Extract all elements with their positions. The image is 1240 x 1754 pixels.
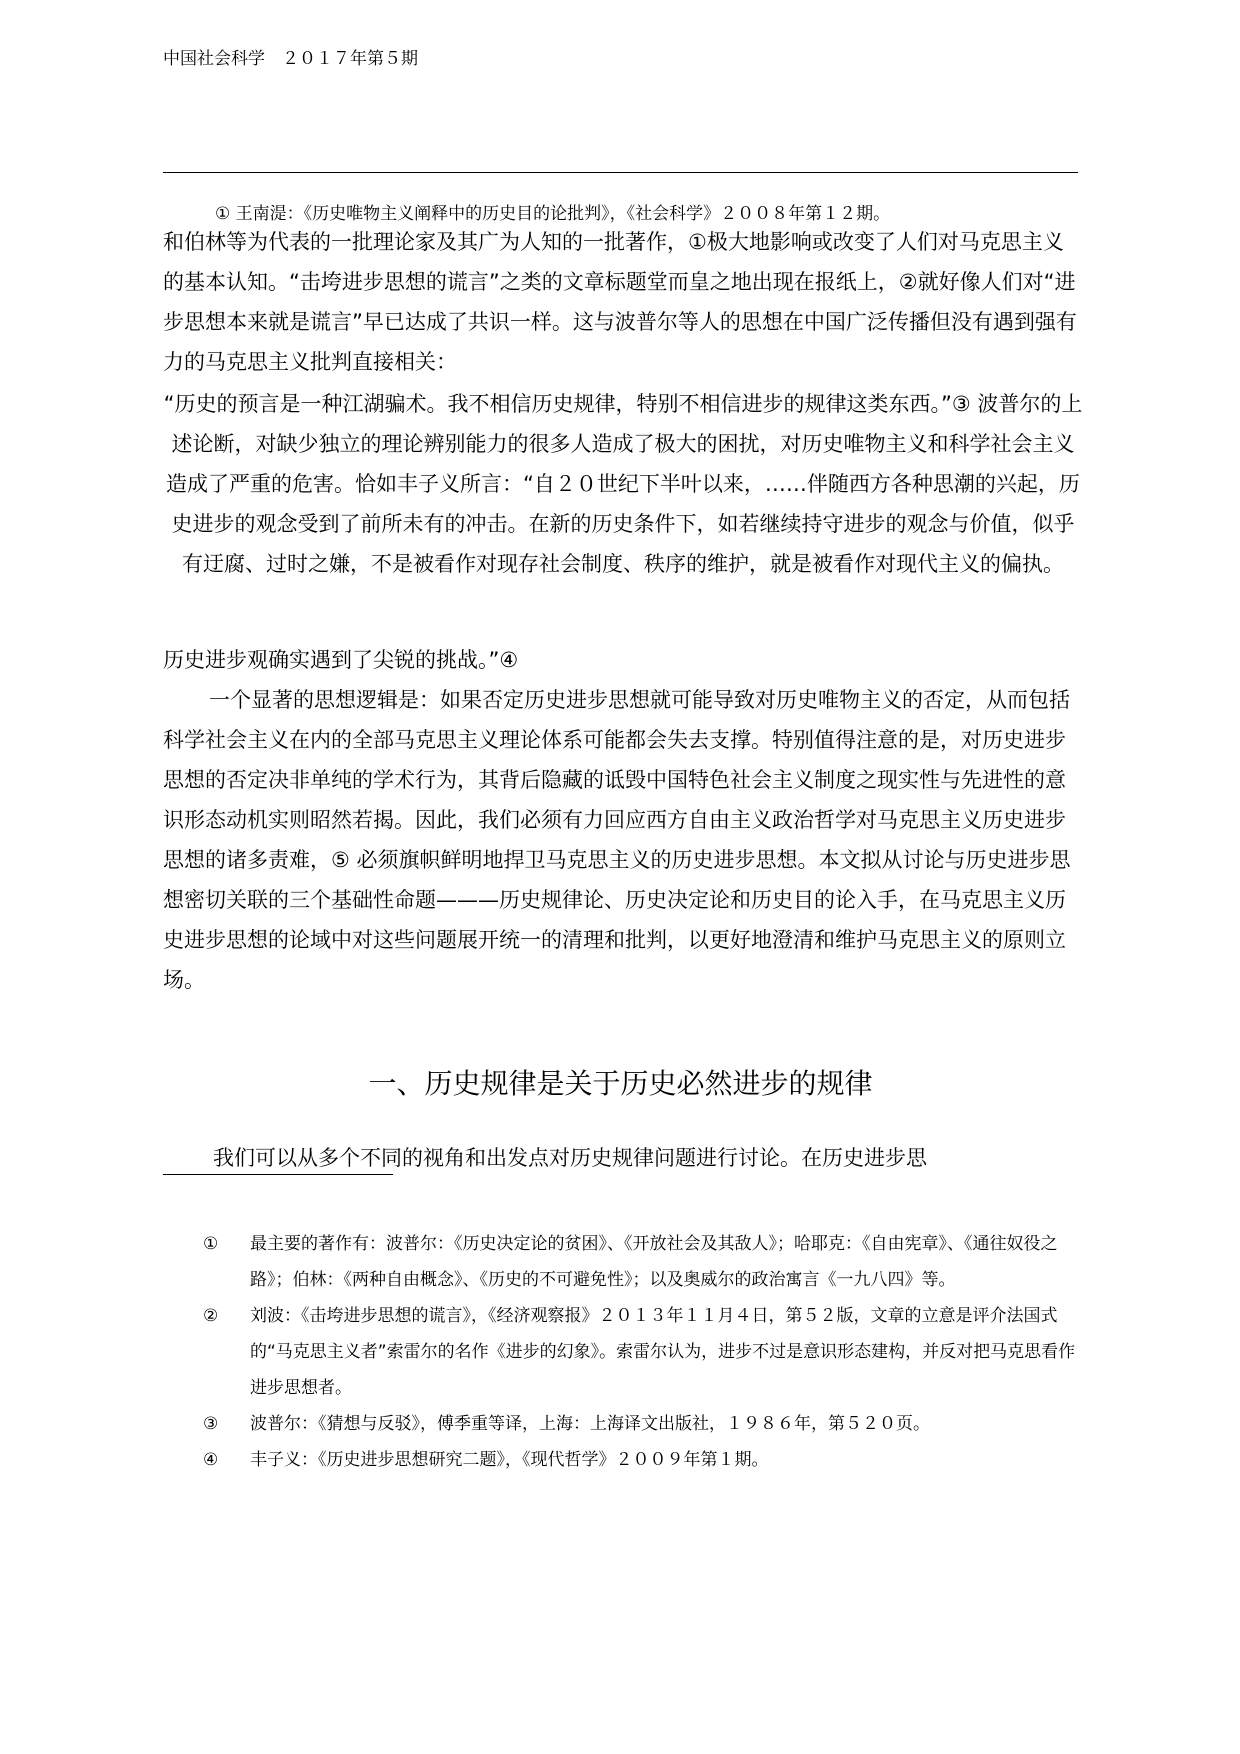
top-divider bbox=[163, 172, 1078, 173]
paragraph-1: 和伯林等为代表的一批理论家及其广为人知的一批著作，①极大地影响或改变了人们对马克思主义的基本认知。“击垮进步思想的谎言”之类的文章标题堂而皇之地出现在报纸上，②就好像人们对“进步思想本来就是谎言”早已达成了共识一样。这与波普尔等人的思想在中国广泛传播但没有遇到强有力的马克思主义批判直接相关： bbox=[163, 230, 1077, 374]
footnote-item bbox=[203, 1442, 1083, 1478]
footnote-mark: ① bbox=[203, 1234, 219, 1254]
footnote-list bbox=[203, 1226, 1083, 1478]
footnote-mark: ③ bbox=[203, 1414, 219, 1434]
footnote-text: 波普尔：《猜想与反驳》，傅季重等译，上海：上海译文出版社，１９８６年，第５２０页。 bbox=[250, 1414, 930, 1434]
footnote-text: 最主要的著作有：波普尔：《历史决定论的贫困》、《开放社会及其敌人》；哈耶克：《自由宪章》、《通往奴役之路》；伯林：《两种自由概念》、《历史的不可避免性》；以及奥威尔的政治寓言《一九八四》等。 bbox=[250, 1234, 1058, 1290]
footnote-mark: ② bbox=[203, 1306, 219, 1326]
journal-header: 中国社会科学 ２０１７年第５期 bbox=[163, 49, 418, 69]
quote-end-line: 历史进步观确实遇到了尖锐的挑战。”④ bbox=[163, 648, 519, 672]
footnote-text: 刘波：《击垮进步思想的谎言》，《经济观察报》２０１３年１１月４日，第５２版，文章的立意是评介法国式的“马克思主义者”索雷尔的名作《进步的幻象》。索雷尔认为，进步不过是意识形态建构，并反对把马克思看作进步思想者。 bbox=[250, 1306, 1076, 1398]
paragraph-3: 我们可以从多个不同的视角和出发点对历史规律问题进行讨论。在历史进步思 bbox=[213, 1146, 927, 1170]
carried-footnote: ① 王南湜：《历史唯物主义阐释中的历史目的论批判》，《社会科学》２００８年第１２期。 bbox=[215, 204, 891, 224]
paragraph-2: 一个显著的思想逻辑是：如果否定历史进步思想就可能导致对历史唯物主义的否定，从而包括科学社会主义在内的全部马克思主义理论体系可能都会失去支撑。特别值得注意的是，对历史进步思想的否定决非单纯的学术行为，其背后隐藏的诋毁中国特色社会主义制度之现实性与先进性的意识形态动机实则昭然若揭。因此，我们必须有力回应西方自由主义政治哲学对马克思主义历史进步思想的诸多责难，⑤ 必须旗帜鲜明地捍卫马克思主义的历史进步思想。本文拟从讨论与历史进步思想密切关联的三个基础性命题———历史规律论、历史决定论和历史目的论入手，在马克思主义历史进步思想的论域中对这些问题展开统一的清理和批判，以更好地澄清和维护马克思主义的原则立场。 bbox=[163, 688, 1071, 992]
footnote-item bbox=[203, 1406, 1083, 1442]
footnote-item bbox=[203, 1226, 1083, 1298]
footnote-text: 丰子义：《历史进步思想研究二题》，《现代哲学》２００９年第１期。 bbox=[250, 1450, 769, 1470]
footnote-item bbox=[203, 1298, 1083, 1406]
footnote-mark: ④ bbox=[203, 1450, 219, 1470]
footnote-divider bbox=[163, 1174, 393, 1175]
section-heading: 一、历史规律是关于历史必然进步的规律 bbox=[368, 1067, 873, 1100]
block-quote: “历史的预言是一种江湖骗术。我不相信历史规律，特别不相信进步的规律这类东西。”③ 波普尔的上述论断，对缺少独立的理论辨别能力的很多人造成了极大的困扰，对历史唯物主义和科学社会主义造成了严重的危害。恰如丰子义所言：“自２０世纪下半叶以来，……伴随西方各种思潮的兴起，历史进步的观念受到了前所未有的冲击。在新的历史条件下，如若继续持守进步的观念与价值，似乎有迂腐、过时之嫌，不是被看作对现存社会制度、秩序的维护，就是被看作对现代主义的偏执。 bbox=[163, 392, 1083, 576]
